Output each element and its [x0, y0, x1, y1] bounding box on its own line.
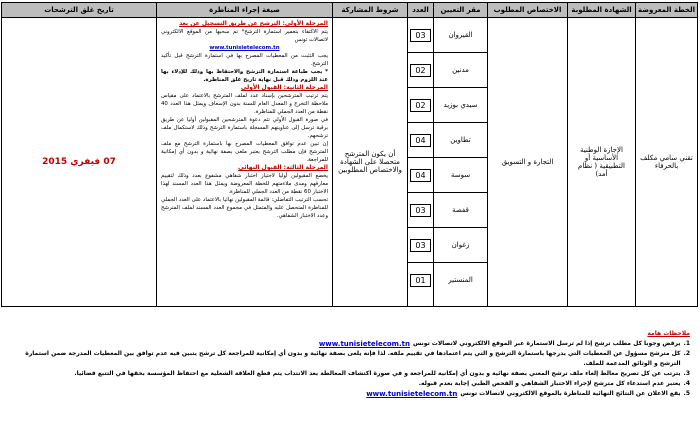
count-value: 01: [410, 274, 430, 287]
stage3-line2: تحسب الترتيب التفاضلي: قائمة المقبولين نهائيا بالاعتماد على العدد الجملي للمناظرة المتحصل عليه والمتمثل في مجموع العدد المسند لملف المترشح وعدد الاختبار الشفاهي.: [161, 197, 328, 219]
procedure-cell: [157, 18, 333, 307]
note-text: يعتبر عدم استدعاء كل مترشح لإجراء الاختبار الشفاهي و الفحص الطبي إجابة بعدم قبوله.: [418, 380, 681, 387]
stage2-line2: في صورة القبول الأولي تتم دعوة المترشحين المقبولين أوليا عن طريق برقية ترسل إلى عناوينهم المسجلة باستمارة الترشح وذلك لاستكمال ملف ترشحهم.: [161, 117, 328, 139]
table-row: [2, 18, 698, 307]
note-text: كل مترشح مسؤول عن المعطيات التي يدرجها باستمارة الترشح و التي يتم اعتمادها في تقييم ملفه. لذا فإنه يلغى بصفة نهائية و بدون أي إمكانية للمراجعة كل ترشح يتبين فيه عدم توافق بين المعطيات المدرجة ضمن استمارة الترشح و الوثائق المدعمة للملف.: [25, 350, 681, 367]
header-location: مقر التعيين: [434, 3, 488, 18]
location-sidi-bouzid: سيدي بوزيد: [434, 88, 487, 123]
procedure-text: [157, 18, 332, 222]
location-sousse: سوسة: [434, 158, 487, 193]
deadline-date: 07 فيفري 2015: [42, 157, 116, 167]
note-number: 5.: [683, 390, 690, 397]
count-cell: [408, 228, 433, 263]
note-text: يترتب عن كل تصريح مغالط إلغاء ملف ترشح المعني بصفة نهائية و بدون أي إمكانية للمراجعة و في صورة اكتشاف المغالطة بعد الانتداب يتم قطع العلاقة الشغلية مع احتفاظ المؤسسة بحقها في التتبع قضائيا.: [74, 370, 681, 377]
stage1-link[interactable]: www.tunisietelecom.tn: [209, 45, 280, 51]
deadline-cell: [2, 18, 157, 307]
note-number: 3.: [683, 370, 690, 377]
count-column: [408, 18, 434, 307]
count-cell: [408, 18, 433, 53]
count-cell: [408, 263, 433, 297]
stage1-title: المرحلة الأولى: الترشح عن طريق التسجيل عن بعد: [179, 20, 328, 27]
header-deadline: تاريخ غلق الترشحات: [2, 3, 157, 18]
location-kairouan: القيروان: [434, 18, 487, 53]
count-value: 03: [410, 29, 430, 42]
note-number: 1.: [683, 340, 690, 347]
stage2-line3: إن تبين عدم توافق المعطيات المصرح بها باستمارة الترشح مع ملف المترشح فإن مطلب الترشح يعتبر ملغى بصفة نهائية و بدون أي إمكانية للمراجعة.: [161, 141, 328, 163]
header-procedure: صيغة إجراء المناظرة: [157, 3, 333, 18]
count-value: 02: [410, 64, 430, 77]
location-tataouine: تطاوين: [434, 123, 487, 158]
header-conditions: شروط المشاركة: [333, 3, 408, 18]
specialty-cell: التجارة و التسويق: [488, 18, 568, 307]
stage2-title: المرحلة الثانية: القبول الأولي: [240, 84, 328, 91]
note-text: يرفض وجوبا كل مطلب ترشح إذا لم ترسل الاستمارة عبر الموقع الالكتروني لاتصالات تونس: [412, 340, 681, 347]
degree-cell: الإجازة الوطنية الأساسية أو التطبيقية ( نظام أمد): [568, 18, 636, 307]
count-value: 03: [410, 204, 430, 217]
note-number: 4.: [683, 380, 690, 387]
note-item: [10, 349, 690, 369]
count-cell: [408, 88, 433, 123]
count-cell: [408, 158, 433, 193]
stage3-line1: يخضع المقبولين أوليا لاجتياز اختبار شفاهي مشفوع بعدد وذلك لتقييم معارفهم ومدى ملاءمتهم للخطة المعروضة ويمثل هذا العدد المسند لهذا الاختبار 60 نقطة من العدد الجملي للمناظرة.: [161, 173, 328, 195]
conditions-cell: أن يكون المترشح متحصلا على الشهادة والاختصاص المطلوبين: [333, 18, 408, 307]
stage1-line2: يجب التثبت من المعطيات المصرح بها في استمارة الترشح قبل تأكيد الترشح.: [161, 53, 328, 67]
note-text: يقع الاعلان عن النتائج النهائية للمناظرة بالموقع الالكتروني لاتصالات تونس: [460, 390, 681, 397]
stage1-line3: * يجب طباعة استمارة الترشح والاحتفاظ بها وذلك للإدلاء بها عند اللزوم وذلك قبل نهاية تاريخ غلق المناظرة.: [161, 69, 328, 83]
note-item: [10, 389, 690, 399]
stage2-line1: يتم ترتيب المترشحين بإسناد عدد لملف المترشح بالاعتماد على مقياس ملاحظة التخرج و المعدل العام للسنة بدون الإسعاف ويمثل هذا العدد 40 نقطة من العدد الجملي للمناظرة.: [161, 93, 328, 115]
header-specialty: الاختصاص المطلوب: [488, 3, 568, 18]
location-gafsa: قفصة: [434, 193, 487, 228]
count-cell: [408, 53, 433, 88]
note-link[interactable]: www.tunisietelecom.tn: [366, 390, 458, 398]
header-plan: الخطة المعروضة: [636, 3, 698, 18]
count-cell: [408, 193, 433, 228]
table-header-row: [2, 3, 698, 18]
count-value: 03: [410, 239, 430, 252]
header-count: العدد: [408, 3, 434, 18]
location-monastir: المنستير: [448, 276, 473, 284]
competition-table: [1, 2, 698, 307]
count-value: 04: [410, 169, 430, 182]
location-zaghouan: زغوان: [434, 228, 487, 263]
plan-cell: تقني سامي مكلف بالحرفاء: [636, 18, 698, 307]
note-number: 2.: [683, 350, 690, 357]
location-medenine: مدنين: [434, 53, 487, 88]
count-cell: [408, 123, 433, 158]
notes-section: [10, 329, 690, 399]
note-link[interactable]: www.tunisietelecom.tn: [318, 340, 410, 348]
note-item: [10, 339, 690, 349]
location-column: [434, 18, 488, 307]
count-value: 02: [410, 99, 430, 112]
recruitment-notice: [2, 2, 698, 307]
count-value: 04: [410, 134, 430, 147]
header-degree: الشهادة المطلوبة: [568, 3, 636, 18]
notes-heading: ملاحظات هامة: [647, 330, 690, 337]
note-item: [10, 379, 690, 389]
stage1-line1: يتم الاكتفاء بتعمير استمارة الترشح* تم سحبها من الموقع الالكتروني لاتصالات تونس: [161, 29, 328, 43]
note-item: [10, 369, 690, 379]
stage3-title: المرحلة الثالثة: القبول النهائي: [238, 164, 328, 171]
